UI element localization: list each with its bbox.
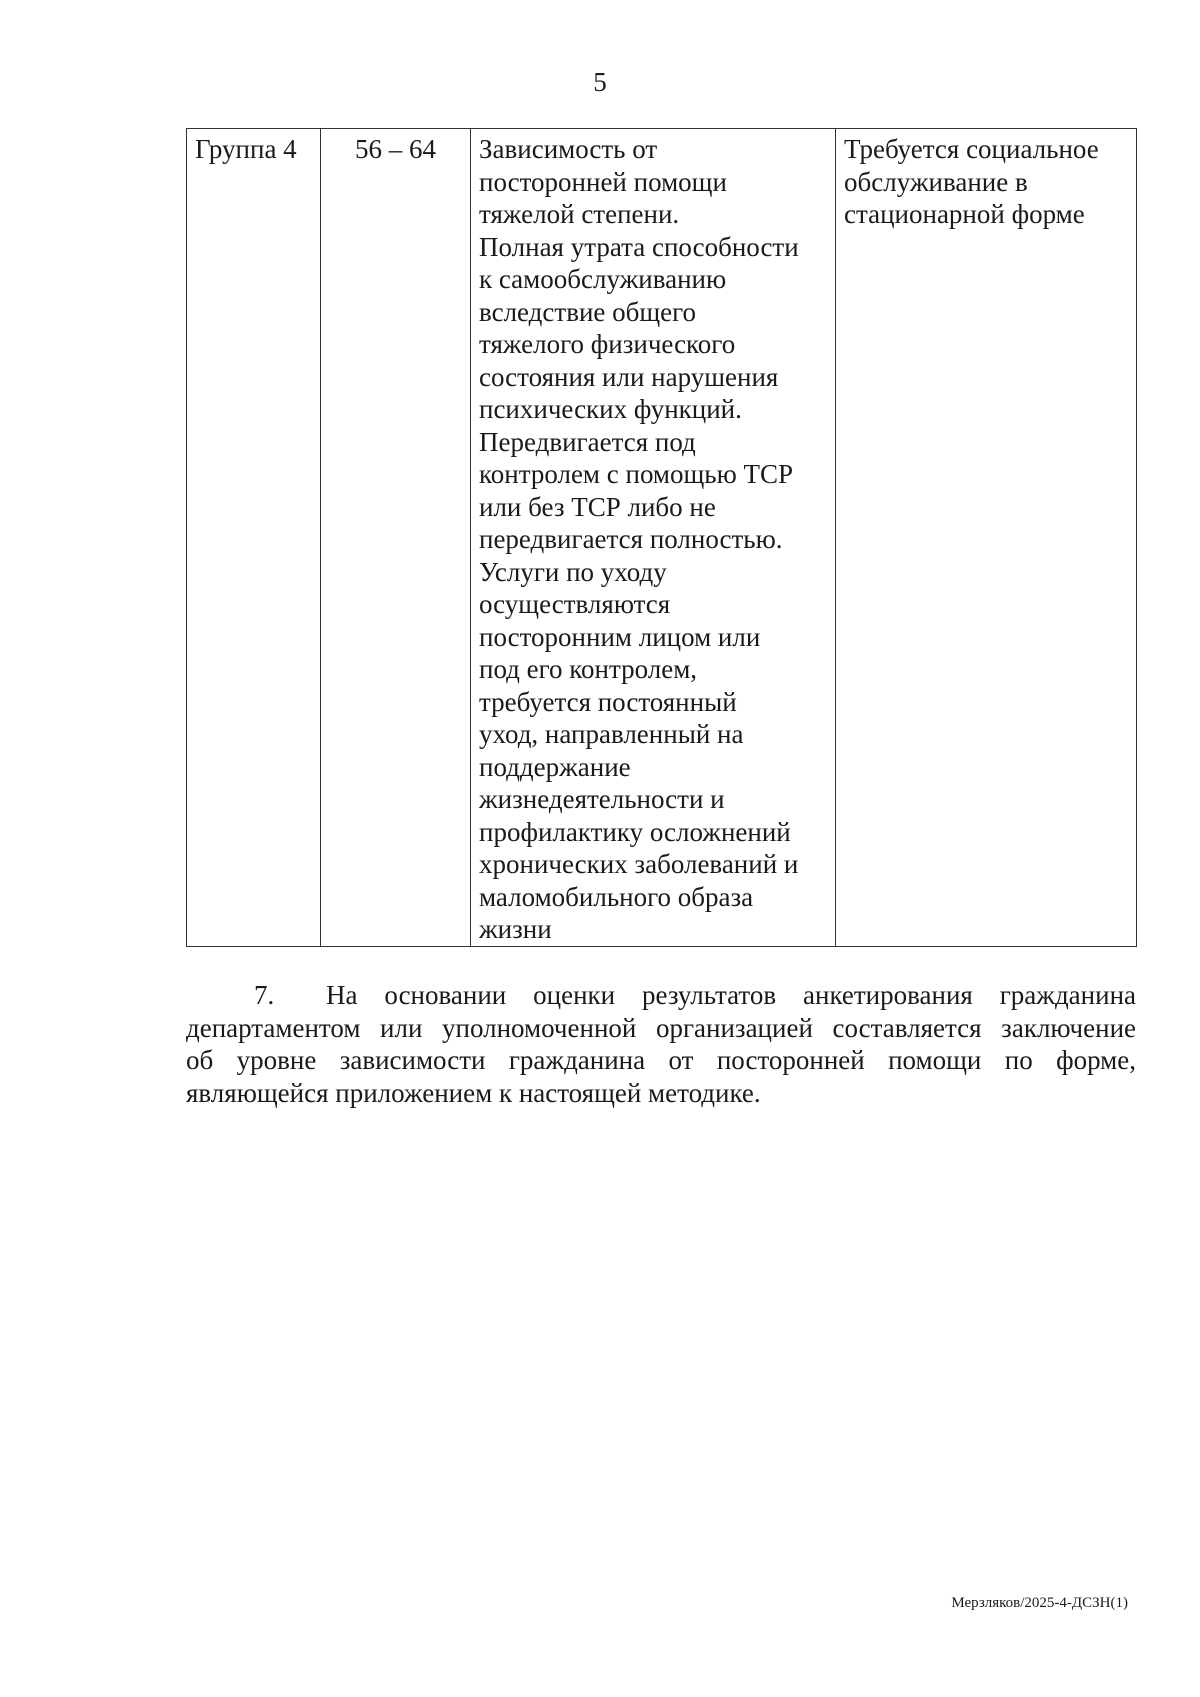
score-range-cell: 56 – 64: [321, 129, 471, 947]
group-cell: Группа 4: [187, 129, 321, 947]
description-line: состояния или нарушения: [479, 361, 779, 392]
description-line: передвигается полностью.: [479, 524, 783, 554]
description-line: контролем с помощью ТСР: [479, 459, 794, 489]
document-code: Мерзляков/2025-4-ДСЗН(1): [951, 1595, 1128, 1611]
paragraph-line: об уровне зависимости гражданина от посторонней помощи по форме,: [186, 1045, 1136, 1075]
page-number: 5: [593, 67, 607, 97]
service-form-line: обслуживание в: [844, 166, 1028, 197]
description-cell: [471, 129, 836, 947]
description-line: Зависимость от: [479, 134, 658, 164]
paragraph-line: [186, 979, 1136, 1012]
service-form-cell: [836, 129, 1137, 947]
description-line: к самообслуживанию: [479, 264, 727, 294]
paragraph-line: департаментом или уполномоченной организацией составляется заключение: [186, 1012, 1136, 1043]
description-line: тяжелой степени.: [479, 199, 680, 229]
service-form-line: Требуется социальное: [844, 134, 1099, 164]
description-line: поддержание: [479, 751, 631, 782]
description-line: посторонним лицом или: [479, 621, 761, 652]
paragraph-number: 7.: [254, 980, 275, 1010]
paragraph-line: являющейся приложением к настоящей методике.: [186, 1077, 761, 1108]
dependency-level-table: [186, 128, 1137, 947]
description-line: психических функций.: [479, 394, 742, 424]
description-line: вследствие общего: [479, 296, 697, 327]
description-line: маломобильного образа: [479, 881, 754, 912]
description-line: Передвигается под: [479, 426, 696, 457]
description-line: требуется постоянный: [479, 686, 737, 717]
description-line: или без ТСР либо не: [479, 491, 716, 522]
table-row: [187, 129, 1137, 947]
paragraph-text: На основании оценки результатов анкетирования гражданина: [326, 980, 1136, 1010]
description-line: под его контролем,: [479, 654, 698, 684]
paragraph-7: [186, 979, 1136, 1109]
description-line: осуществляются: [479, 589, 671, 619]
description-line: тяжелого физического: [479, 329, 736, 359]
description-line: уход, направленный на: [479, 719, 744, 749]
service-form-line: стационарной форме: [844, 199, 1085, 229]
description-line: Услуги по уходу: [479, 556, 667, 587]
description-line: Полная утрата способности: [479, 231, 799, 262]
description-line: профилактику осложнений: [479, 816, 791, 847]
description-line: посторонней помощи: [479, 166, 727, 197]
description-line: хронических заболеваний и: [479, 849, 799, 879]
description-line: жизнедеятельности и: [479, 784, 725, 814]
description-line: жизни: [479, 914, 552, 944]
